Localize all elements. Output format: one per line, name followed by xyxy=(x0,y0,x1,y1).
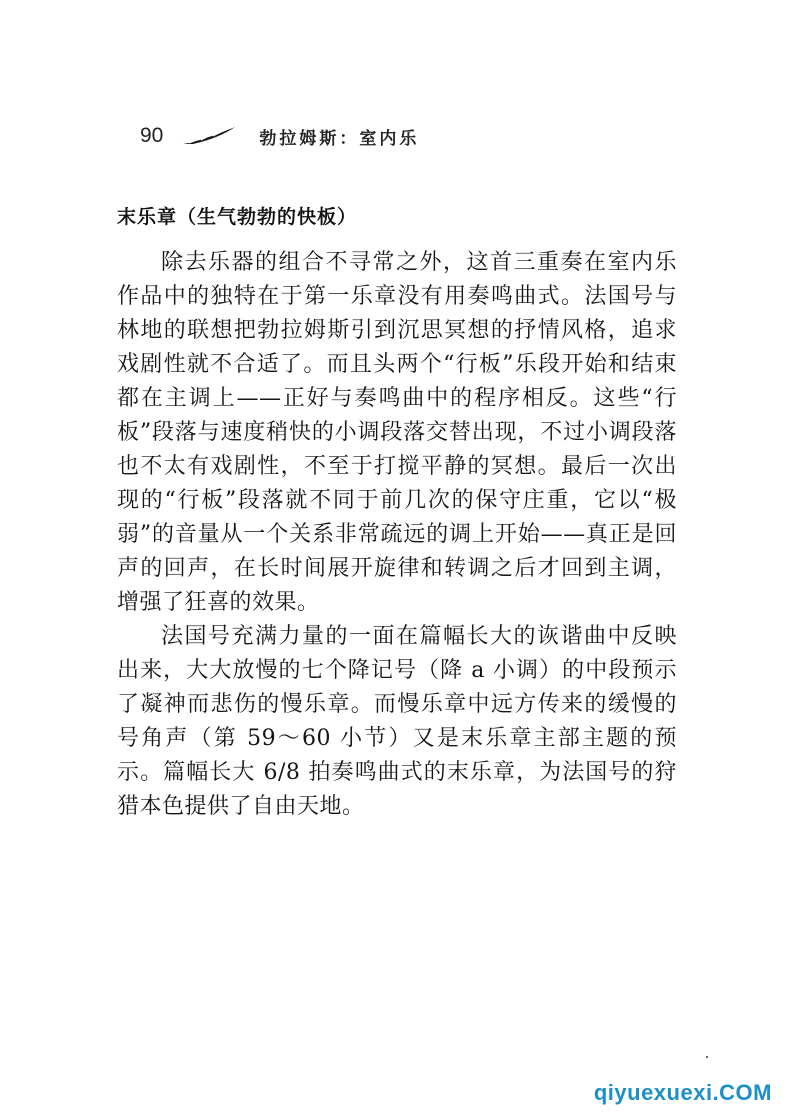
section-title: 末乐章（生气勃勃的快板） xyxy=(117,206,358,228)
paragraph-2: 法国号充满力量的一面在篇幅长大的诙谐曲中反映出来，大大放慢的七个降记号（降 a 小调）的中段预示了凝神而悲伤的慢乐章。而慢乐章中远方传来的缓慢的号角声（第 59～60 小节）又是末乐章主部主题的预示。篇幅长大 6/8 拍奏鸣曲式的末乐章，为法国号的狩猎本色提供了自由天地。 xyxy=(117,624,677,819)
watermark: qiyuexuexi.COM xyxy=(593,1080,772,1105)
body-text xyxy=(117,246,677,824)
page-header xyxy=(140,118,419,154)
page-number: 90 xyxy=(140,124,164,147)
quill-ornament-icon xyxy=(181,125,237,147)
running-title: 勃拉姆斯：室内乐 xyxy=(259,128,420,149)
page-mark xyxy=(706,1056,708,1058)
paragraph-1: 除去乐器的组合不寻常之外，这首三重奏在室内乐作品中的独特在于第一乐章没有用奏鸣曲式。法国号与林地的联想把勃拉姆斯引到沉思冥想的抒情风格，追求戏剧性就不合适了。而且头两个“行板”乐段开始和结束都在主调上——正好与奏鸣曲中的程序相反。这些“行板”段落与速度稍快的小调段落交替出现，不过小调段落也不太有戏剧性，不至于打搅平静的冥想。最后一次出现的“行板”段落就不同于前几次的保守庄重，它以“极弱”的音量从一个关系非常疏远的调上开始——真正是回声的回声，在长时间展开旋律和转调之后才回到主调，增强了狂喜的效果。 xyxy=(117,250,677,615)
